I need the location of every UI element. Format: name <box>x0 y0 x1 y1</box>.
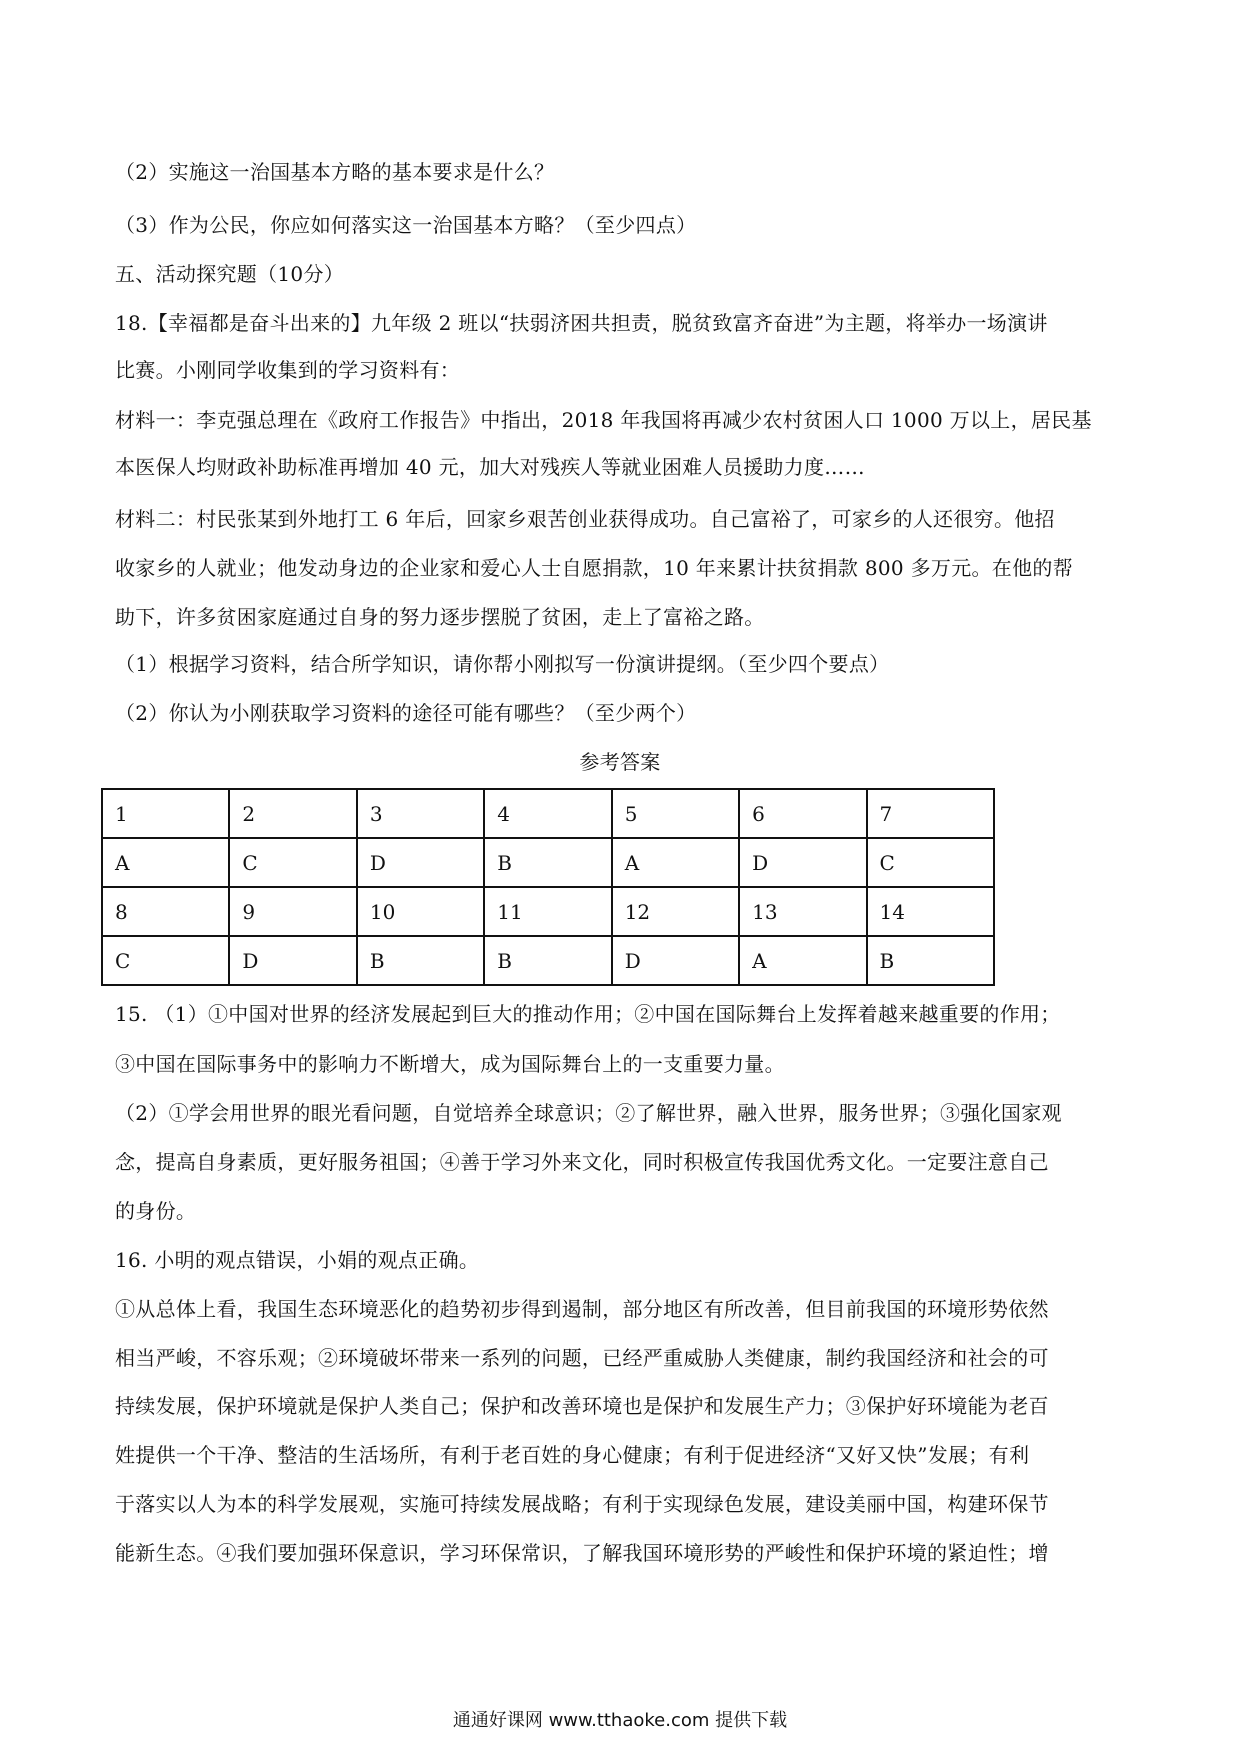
answer-16-body-1: ①从总体上看，我国生态环境恶化的趋势初步得到遏制，部分地区有所改善，但目前我国的环境形势依然 <box>115 1297 1049 1321</box>
answer-15-2-end: 的身份。 <box>115 1199 197 1223</box>
table-cell: D <box>357 838 484 887</box>
material-1-cont: 本医保人均财政补助标准再增加 40 元，加大对残疾人等就业困难人员援助力度…… <box>115 455 865 479</box>
table-cell: A <box>102 838 229 887</box>
table-row <box>102 887 994 936</box>
table-row <box>102 936 994 985</box>
answer-16-body-3: 持续发展，保护环境就是保护人类自己；保护和改善环境也是保护和发展生产力；③保护好环境能为老百 <box>115 1394 1049 1418</box>
page-footer: 通通好课网 www.tthaoke.com 提供下载 <box>452 1710 788 1731</box>
table-cell: 3 <box>357 789 484 838</box>
answer-16-body-4: 姓提供一个干净、整洁的生活场所，有利于老百姓的身心健康；有利于促进经济“又好又快”发展；有利 <box>115 1443 1030 1467</box>
material-2-cont: 收家乡的人就业；他发动身边的企业家和爱心人士自愿捐款，10 年来累计扶贫捐款 800 多万元。在他的帮 <box>115 556 1073 580</box>
table-cell: 6 <box>739 789 866 838</box>
table-cell: A <box>739 936 866 985</box>
table-cell: C <box>867 838 994 887</box>
section-heading-activity: 五、活动探究题（10分） <box>115 262 345 286</box>
table-cell: D <box>229 936 356 985</box>
table-cell: 13 <box>739 887 866 936</box>
table-cell: A <box>612 838 739 887</box>
table-cell: D <box>739 838 866 887</box>
answer-15-2-cont: 念，提高自身素质，更好服务祖国；④善于学习外来文化，同时积极宣传我国优秀文化。一定要注意自己 <box>115 1150 1049 1174</box>
table-cell: 8 <box>102 887 229 936</box>
answer-15-2: （2）①学会用世界的眼光看问题，自觉培养全球意识；②了解世界，融入世界，服务世界；③强化国家观 <box>115 1101 1062 1125</box>
table-row <box>102 838 994 887</box>
table-cell: D <box>612 936 739 985</box>
material-1: 材料一：李克强总理在《政府工作报告》中指出，2018 年我国将再减少农村贫困人口 1000 万以上，居民基 <box>115 408 1092 432</box>
answer-title: 参考答案 <box>579 750 661 774</box>
material-2-end: 助下，许多贫困家庭通过自身的努力逐步摆脱了贫困，走上了富裕之路。 <box>115 605 765 629</box>
table-cell: 11 <box>484 887 611 936</box>
question-17-3: （3）作为公民，你应如何落实这一治国基本方略？（至少四点） <box>115 213 697 237</box>
answer-16-body-2: 相当严峻，不容乐观；②环境破坏带来一系列的问题，已经严重威胁人类健康，制约我国经济和社会的可 <box>115 1346 1049 1370</box>
table-cell: C <box>229 838 356 887</box>
table-cell: 2 <box>229 789 356 838</box>
question-18-intro-cont: 比赛。小刚同学收集到的学习资料有： <box>115 358 461 382</box>
table-cell: B <box>484 936 611 985</box>
table-cell: 12 <box>612 887 739 936</box>
table-row <box>102 789 994 838</box>
table-cell: 1 <box>102 789 229 838</box>
table-cell: B <box>357 936 484 985</box>
answer-16-heading: 16. 小明的观点错误，小娟的观点正确。 <box>115 1248 480 1272</box>
table-cell: C <box>102 936 229 985</box>
question-17-2: （2）实施这一治国基本方略的基本要求是什么？ <box>115 160 555 184</box>
answer-table <box>101 788 995 986</box>
table-cell: 9 <box>229 887 356 936</box>
table-cell: 14 <box>867 887 994 936</box>
answer-15-1: 15. （1）①中国对世界的经济发展起到巨大的推动作用；②中国在国际舞台上发挥着越来越重要的作用； <box>115 1002 1061 1026</box>
table-cell: 4 <box>484 789 611 838</box>
question-18-intro: 18.【幸福都是奋斗出来的】九年级 2 班以“扶弱济困共担责，脱贫致富齐奋进”为主题，将举办一场演讲 <box>115 311 1048 335</box>
table-cell: B <box>867 936 994 985</box>
table-cell: 5 <box>612 789 739 838</box>
table-cell: B <box>484 838 611 887</box>
table-cell: 7 <box>867 789 994 838</box>
question-18-1: （1）根据学习资料，结合所学知识，请你帮小刚拟写一份演讲提纲。（至少四个要点） <box>115 652 890 676</box>
material-2: 材料二：村民张某到外地打工 6 年后，回家乡艰苦创业获得成功。自己富裕了，可家乡的人还很穷。他招 <box>115 507 1055 531</box>
answer-16-body-6: 能新生态。④我们要加强环保意识，学习环保常识，了解我国环境形势的严峻性和保护环境的紧迫性；增 <box>115 1541 1049 1565</box>
answer-15-1-cont: ③中国在国际事务中的影响力不断增大，成为国际舞台上的一支重要力量。 <box>115 1052 785 1076</box>
answer-16-body-5: 于落实以人为本的科学发展观，实施可持续发展战略；有利于实现绿色发展，建设美丽中国，构建环保节 <box>115 1492 1049 1516</box>
question-18-2: （2）你认为小刚获取学习资料的途径可能有哪些？（至少两个） <box>115 701 697 725</box>
table-cell: 10 <box>357 887 484 936</box>
